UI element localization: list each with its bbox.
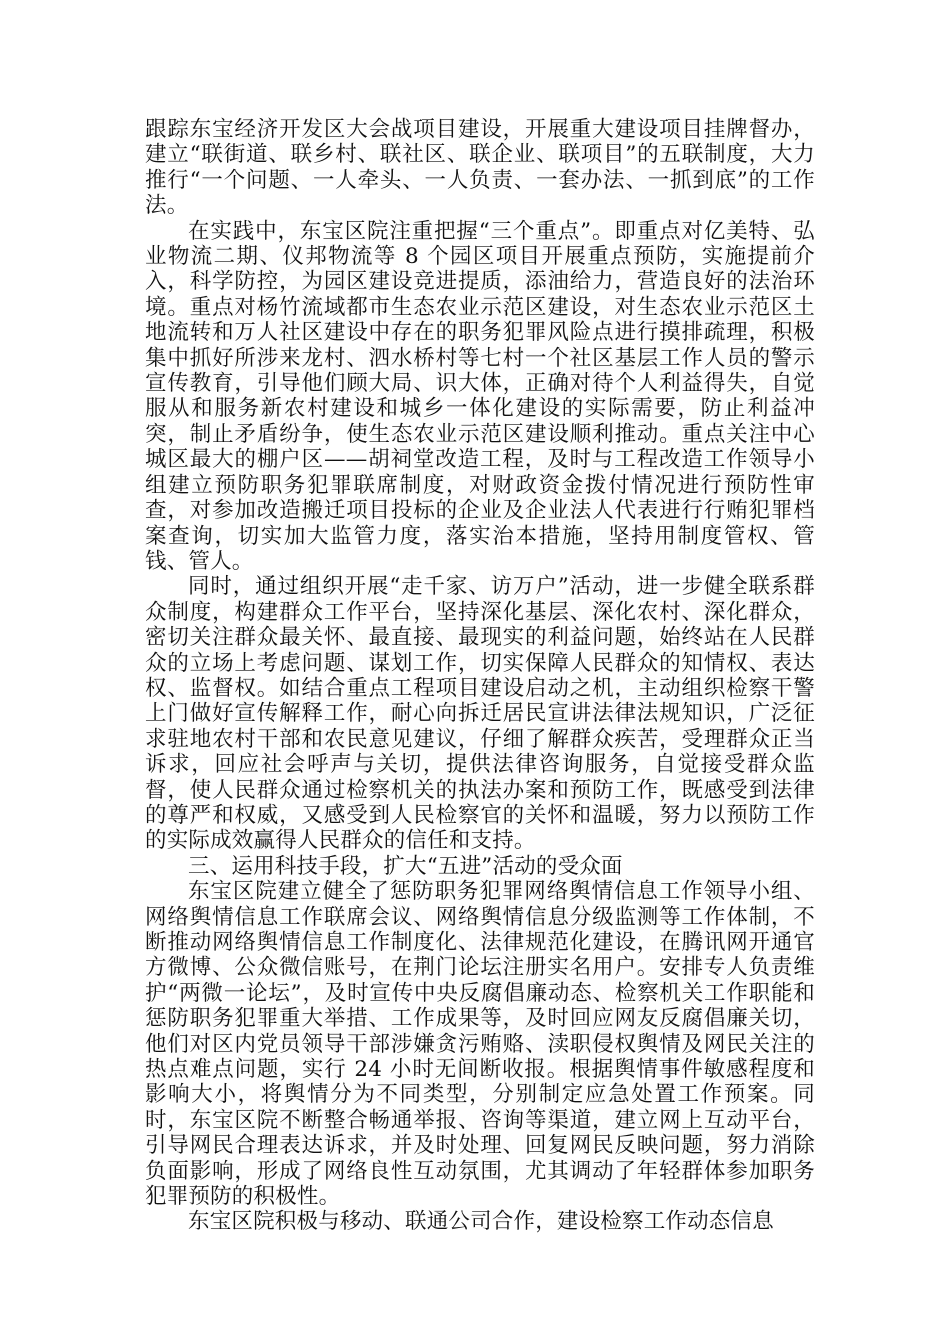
paragraph: 东宝区院建立健全了惩防职务犯罪网络舆情信息工作领导小组、网络舆情信息工作联席会议、网络舆情信息分级监测等工作体制，不断推动网络舆情信息工作制度化、法律规范化建设，在腾讯网开通官方微博、公众微信账号，在荆门论坛注册实名用户。安排专人负责维护“两微一论坛”，及时宣传中央反腐倡廉动态、检察机关工作职能和惩防职务犯罪重大举措、工作成果等，及时回应网友反腐倡廉关切，他们对区内党员领导干部涉嫌贪污贿赂、渎职侵权舆情及网民关注的热点难点问题，实行 24 小时无间断收报。根据舆情事件敏感程度和影响大小，将舆情分为不同类型，分别制定应急处置工作预案。同时，东宝区院不断整合畅通举报、咨询等渠道，建立网上互动平台，引导网民合理表达诉求，并及时处理、回复网民反映问题，努力消除负面影响，形成了网络良性互动氛围，尤其调动了年轻群体参加职务犯罪预防的积极性。 [145, 879, 815, 1210]
paragraph: 在实践中，东宝区院注重把握“三个重点”。即重点对亿美特、弘业物流二期、仪邦物流等 8 个园区项目开展重点预防，实施提前介入，科学防控，为园区建设竞进提质，添油给力，营造良好的法治环境。重点对杨竹流域都市生态农业示范区建设，对生态农业示范区土地流转和万人社区建设中存在的职务犯罪风险点进行摸排疏理，积极集中抓好所涉来龙村、泗水桥村等七村一个社区基层工作人员的警示宣传教育，引导他们顾大局、识大体，正确对待个人利益得失，自觉服从和服务新农村建设和城乡一体化建设的实际需要，防止利益冲突，制止矛盾纷争，使生态农业示范区建设顺利推动。重点关注中心城区最大的棚户区——胡祠堂改造工程，及时与工程改造工作领导小组建立预防职务犯罪联席制度，对财政资金拨付情况进行预防性审查，对参加改造搬迁项目投标的企业及企业法人代表进行行贿犯罪档案查询，切实加大监管力度，落实治本措施，坚持用制度管权、管钱、管人。 [145, 218, 815, 574]
section-heading: 三、运用科技手段，扩大“五进”活动的受众面 [188, 853, 623, 879]
paragraph: 同时，通过组织开展“走千家、访万户”活动，进一步健全联系群众制度，构建群众工作平台，坚持深化基层、深化农村、深化群众，密切关注群众最关怀、最直接、最现实的利益问题，始终站在人民群众的立场上考虑问题、谋划工作，切实保障人民群众的知情权、表达权、监督权。如结合重点工程项目建设启动之机，主动组织检察干警上门做好宣传解释工作，耐心向拆迁居民宣讲法律法规知识，广泛征求驻地农村干部和农民意见建议，仔细了解群众疾苦，受理群众正当诉求，回应社会呼声与关切，提供法律咨询服务，自觉接受群众监督，使人民群众通过检察机关的执法办案和预防工作，既感受到法律的尊严和权威，又感受到人民检察官的关怀和温暖，努力以预防工作的实际成效赢得人民群众的信任和支持。 [145, 574, 815, 854]
paragraph: 东宝区院积极与移动、联通公司合作，建设检察工作动态信息 [188, 1209, 774, 1235]
document-body [145, 117, 815, 1235]
paragraph: 跟踪东宝经济开发区大会战项目建设，开展重大建设项目挂牌督办，建立“联街道、联乡村、联社区、联企业、联项目”的五联制度，大力推行“一个问题、一人牵头、一人负责、一套办法、一抓到底”的工作法。 [145, 117, 815, 219]
